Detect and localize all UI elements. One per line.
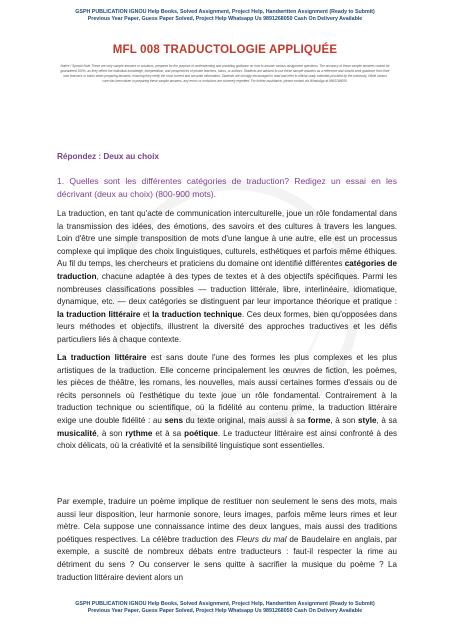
footer-banner [0, 601, 450, 615]
footer-line-1: GSPH PUBLICATION IGNOU Help Books, Solved Assignment, Project Help, Handwritten Assignment (Ready to Submit) [75, 601, 375, 607]
document-title: MFL 008 TRADUCTOLOGIE APPLIQUÉE [112, 44, 338, 56]
instruction-heading: Répondez : Deux au choix [57, 152, 159, 161]
footer-line-2: Previous Year Paper, Guess Paper Solved, Project Help Whatsapp Us 9891268050 Cash On Delivery Available [87, 608, 363, 614]
paragraph-example: Par exemple, traduire un poème implique de restituer non seulement le sens des mots, mais aussi leur disposition, leur harmonie sonore, leurs images, parfois même leurs rimes et leur mètre. Cela suppose une connaissance intime des deux langues, mais aussi des traditions poétiques respectives. La célèbre traduction des Fleurs du mal de Baudelaire en anglais, par exemple, a suscité de nombreux débats entre traducteurs : faut-il respecter la rime au détriment du sens ? Ou conserver le sens quitte à sacrifier la musique du poème ? La traduction littéraire devient alors un [57, 497, 398, 582]
header-line-2: Previous Year Paper, Guess Paper Solved, Project Help Whatsapp Us 9891268050 Cash On Delivery Available [87, 16, 363, 22]
disclaimer-notice: Notice / Special Note-These are only sample answers or solutions, prepared for the purpose of understanding and providing guidance on how to answer various assignment questions. The accuracy of these sample answers cannot be guaranteed 100%, as they reflect the individual knowledge, interpretation, and perspectives of private teachers, tutors, or authors. Students are advised to use these sample answers as a reference and should seek guidance from their own teachers or tutors when preparing answers, ensuring they verify the most current and accurate information. Students are strongly encouraged to read and refer to official study materials provided by the university. While utmost care has been taken in preparing these sample answers, any errors or omissions are sincerely regretted. For further assistance, please contact via WhatsApp at 9891268050. [60, 64, 390, 83]
header-banner [0, 9, 450, 23]
question-heading: 1. Quelles sont les différentes catégories de traduction? Redigez un essai en les décrivant (deux au choix) (800-900 mots). [57, 176, 397, 199]
paragraph-literary: La traduction littéraire est sans doute l'une des formes les plus complexes et les plus artistiques de la traduction. Elle concerne principalement les œuvres de fiction, les poèmes, les pièces de théâtre, les romans, les nouvelles, mais aussi certaines formes d'essais ou de récits personnels où l'esthétique du texte joue un rôle fondamental. Contrairement à la traduction technique ou scientifique, où la fidélité au contenu prime, la traduction littéraire exige une double fidélité : au sens du texte original, mais aussi à sa forme, à son style, à sa musicalité, à son rythme et à sa poétique. Le traducteur littéraire est ainsi confronté à des choix délicats, où la créativité et la sensibilité linguistique sont essentielles. [57, 353, 398, 451]
paragraph-intro: La traduction, en tant qu'acte de communication interculturelle, joue un rôle fondamental dans la transmission des idées, des émotions, des savoirs et des cultures à travers les langues. Loin d'être une simple transposition de mots d'une langue à une autre, elle est un processus complexe qui implique des choix linguistiques, culturels, esthétiques et parfois même éthiques. Au fil du temps, les chercheurs et praticiens du domaine ont identifié différentes catégories de traduction, chacune adaptée à des types de textes et à des objectifs spécifiques. Parmi les nombreuses classifications possibles — traduction littérale, libre, interlinéaire, idiomatique, dynamique, etc. — deux catégories se distinguent par leur importance théorique et pratique : la traduction littéraire et la traduction technique. Ces deux formes, bien qu'opposées dans leurs méthodes et objectifs, illustrent la diversité des approches traductives et les défis particuliers liés à chaque contexte. [57, 209, 397, 344]
header-line-1: GSPH PUBLICATION IGNOU Help Books, Solved Assignment, Project Help, Handwritten Assignment (Ready to Submit) [75, 9, 375, 15]
